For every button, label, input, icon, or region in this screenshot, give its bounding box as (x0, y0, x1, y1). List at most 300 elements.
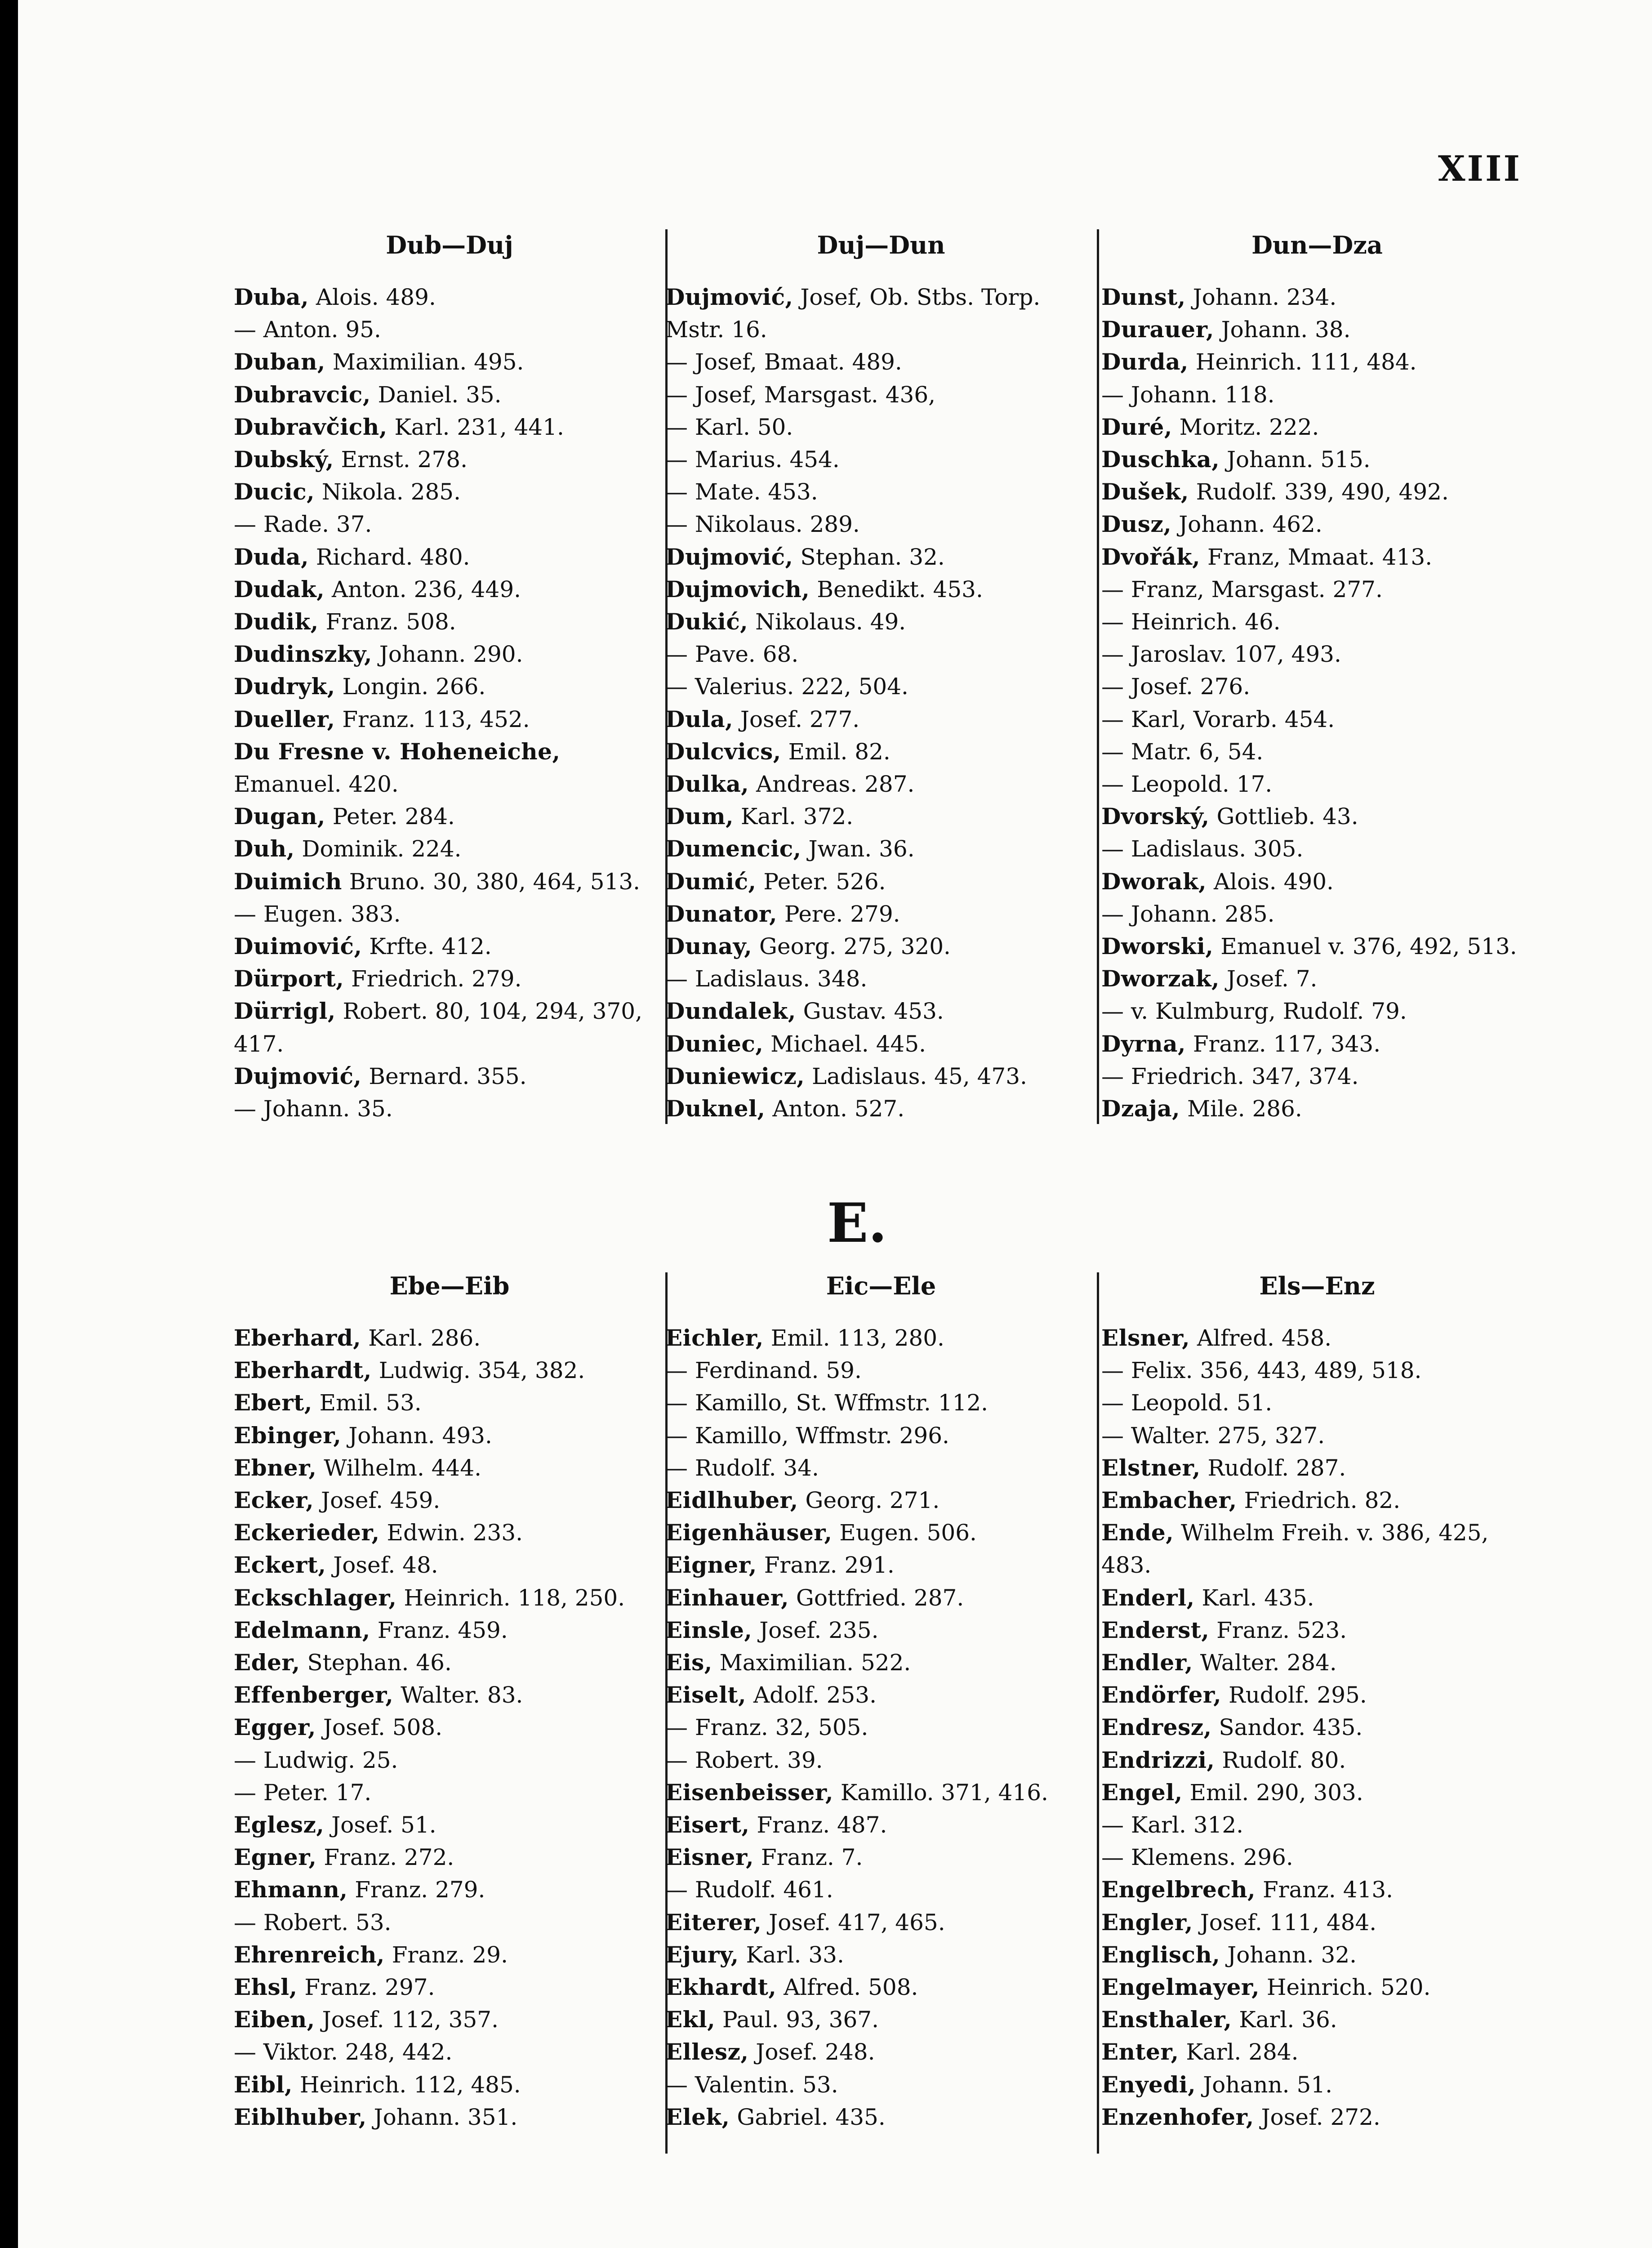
entry-surname: Dumencic, (665, 835, 802, 862)
entry-details: Jwan. 36. (801, 836, 915, 862)
entry-details: Karl. 435. (1194, 1584, 1314, 1611)
index-entry (1101, 768, 1533, 800)
column-divider (1097, 1272, 1099, 2154)
entry-surname: Eichler, (665, 1325, 764, 1351)
entry-surname: Ellesz, (665, 2038, 749, 2065)
section-letter: E. (827, 1191, 887, 1255)
entry-details: Krfte. 412. (362, 933, 492, 960)
entry-details: Franz. 272. (316, 1844, 454, 1871)
index-entry (234, 995, 665, 1060)
entry-details: Dominik. 224. (294, 836, 462, 862)
entry-surname: Ende, (1101, 1519, 1174, 1546)
index-entry (234, 1971, 665, 2003)
index-entry (665, 411, 1097, 443)
entry-details: — Marius. 454. (665, 446, 840, 473)
entry-surname: Dulka, (665, 771, 749, 798)
entry-surname: Englisch, (1101, 1941, 1220, 1968)
index-entry (665, 1549, 1097, 1581)
entry-surname: Engelbrech, (1101, 1876, 1256, 1903)
index-entry (665, 1841, 1097, 1873)
index-entry (234, 476, 665, 508)
entry-details: — Valerius. 222, 504. (665, 674, 908, 700)
index-entry (665, 1776, 1097, 1809)
entry-details: Karl. 286. (361, 1325, 481, 1351)
entry-details: Sandor. 435. (1211, 1714, 1363, 1741)
index-entry (234, 313, 665, 346)
entry-details: Alfred. 458. (1190, 1325, 1332, 1351)
entry-details: Franz. 523. (1209, 1617, 1347, 1643)
index-entry (665, 670, 1097, 703)
entry-details: Rudolf. 295. (1221, 1682, 1367, 1708)
index-entry (665, 1711, 1097, 1744)
entry-details: Ernst. 278. (334, 446, 468, 473)
index-entry (234, 1549, 665, 1581)
index-entry (234, 2036, 665, 2068)
index-entry (665, 1484, 1097, 1517)
index-entry (1101, 1711, 1533, 1744)
entry-list (234, 1322, 665, 2133)
entry-details: Edwin. 233. (379, 1520, 523, 1546)
entry-details: — Josef. 276. (1101, 674, 1251, 700)
index-entry (1101, 281, 1533, 313)
entry-details: — Johann. 35. (234, 1096, 393, 1122)
entry-surname: Edelmann, (234, 1616, 370, 1643)
entry-surname: Dudinszky, (234, 641, 372, 668)
entry-surname: Eiblhuber, (234, 2103, 367, 2130)
index-entry (1101, 800, 1533, 833)
index-entry (234, 1517, 665, 1549)
entry-surname: Duba, (234, 284, 309, 310)
entry-surname: Engelmayer, (1101, 1974, 1260, 2001)
index-entry (234, 930, 665, 963)
index-entry (1101, 1679, 1533, 1711)
entry-surname: Ebner, (234, 1454, 317, 1481)
entry-details: Karl. 231, 441. (387, 414, 564, 440)
column-heading: Eic—Ele (826, 1271, 936, 1300)
entry-details: Franz. 117, 343. (1185, 1030, 1381, 1057)
entry-details: — Friedrich. 347, 374. (1101, 1063, 1359, 1089)
entry-list (665, 1322, 1097, 2133)
index-entry (1101, 443, 1533, 476)
entry-surname: Eiselt, (665, 1682, 747, 1708)
entry-surname: Ekhardt, (665, 1974, 777, 2001)
entry-details: — Viktor. 248, 442. (234, 2039, 453, 2065)
index-entry (234, 1060, 665, 1093)
entry-details: — Franz. 32, 505. (665, 1714, 868, 1741)
entry-details: — Robert. 53. (234, 1909, 392, 1936)
entry-surname: Endler, (1101, 1649, 1193, 1676)
index-entry (1101, 930, 1533, 963)
entry-details: — Kamillo, St. Wffmstr. 112. (665, 1390, 989, 1416)
entry-surname: Duda, (234, 543, 309, 570)
entry-details: Josef, Ob. Stbs. Torp. Mstr. 16. (665, 284, 1041, 343)
entry-surname: Eisert, (665, 1811, 750, 1838)
index-entry (1101, 736, 1533, 768)
entry-details: Alfred. 508. (776, 1974, 918, 2001)
entry-details: Emil. 113, 280. (763, 1325, 944, 1351)
entry-surname: Dzaja, (1101, 1095, 1180, 1122)
index-entry (665, 963, 1097, 995)
index-entry (234, 1484, 665, 1517)
index-entry (1101, 1646, 1533, 1679)
entry-details: Johann. 51. (1196, 2071, 1332, 2098)
index-entry (1101, 1906, 1533, 1939)
entry-details: Richard. 480. (308, 544, 470, 570)
index-entry (1101, 1322, 1533, 1354)
entry-surname: Einsle, (665, 1616, 753, 1643)
entry-surname: Ebert, (234, 1389, 312, 1416)
entry-details: Franz. 291. (757, 1552, 895, 1579)
entry-details: Alois. 490. (1207, 868, 1334, 895)
index-entry (234, 638, 665, 670)
index-entry (665, 379, 1097, 411)
entry-details: Johann. 32. (1220, 1941, 1357, 1968)
index-entry (234, 898, 665, 930)
entry-surname: Eigner, (665, 1552, 757, 1579)
entry-surname: Enderst, (1101, 1616, 1210, 1643)
index-entry (665, 1517, 1097, 1549)
entry-details: Josef. 277. (733, 706, 860, 732)
entry-details: Emil. 290, 303. (1182, 1779, 1363, 1806)
entry-surname: Dubravcic, (234, 381, 371, 408)
index-entry (234, 1582, 665, 1614)
entry-details: Josef. 235. (752, 1617, 879, 1643)
entry-details: Benedikt. 453. (810, 576, 983, 602)
column-heading: Dub—Duj (386, 231, 513, 259)
entry-details: — Matr. 6, 54. (1101, 738, 1264, 765)
entry-surname: Egner, (234, 1844, 317, 1871)
entry-surname: Dumić, (665, 868, 757, 895)
index-entry (665, 1322, 1097, 1354)
entry-details: — Nikolaus. 289. (665, 511, 860, 538)
entry-surname: Duh, (234, 835, 295, 862)
entry-surname: Dubský, (234, 446, 334, 473)
index-entry (665, 930, 1097, 963)
index-entry (1101, 963, 1533, 995)
entry-surname: Endrizzi, (1101, 1746, 1215, 1773)
entry-details: Eugen. 506. (832, 1520, 977, 1546)
entry-surname: Dujmović, (234, 1062, 362, 1089)
entry-details: Paul. 93, 367. (715, 2007, 879, 2033)
entry-details: — Heinrich. 46. (1101, 609, 1281, 635)
index-entry (1101, 833, 1533, 865)
entry-surname: Dworak, (1101, 868, 1207, 895)
entry-details: Longin. 266. (335, 674, 486, 700)
entry-surname: Dunator, (665, 900, 778, 927)
entry-details: Karl. 36. (1232, 2007, 1337, 2033)
entry-surname: Elsner, (1101, 1325, 1190, 1351)
index-entry (234, 865, 665, 898)
index-entry (665, 606, 1097, 638)
index-entry (665, 898, 1097, 930)
index-entry (234, 1873, 665, 1906)
entry-surname: Duré, (1101, 413, 1172, 440)
entry-surname: Eis, (665, 1649, 712, 1676)
index-entry (1101, 573, 1533, 606)
entry-details: Gabriel. 435. (730, 2104, 886, 2130)
index-entry (234, 800, 665, 833)
entry-details: — Karl. 312. (1101, 1812, 1244, 1838)
index-entry (1101, 1809, 1533, 1841)
index-entry (234, 1614, 665, 1646)
index-entry (1101, 1939, 1533, 1971)
entry-surname: Enderl, (1101, 1584, 1195, 1611)
entry-surname: Dubravčich, (234, 413, 387, 440)
index-entry (234, 2069, 665, 2101)
entry-surname: Endresz, (1101, 1714, 1212, 1741)
entry-details: Michael. 445. (763, 1030, 926, 1057)
entry-surname: Dürport, (234, 965, 344, 992)
entry-surname: Dusz, (1101, 511, 1172, 538)
column-heading: Duj—Dun (817, 231, 945, 259)
column-ebe-eib (234, 1268, 665, 2133)
entry-details: Franz. 413. (1256, 1877, 1394, 1903)
entry-details: Wilhelm. 444. (316, 1454, 482, 1481)
entry-surname: Dworzak, (1101, 965, 1220, 992)
index-entry (1101, 508, 1533, 540)
index-entry (234, 606, 665, 638)
index-entry (1101, 1354, 1533, 1387)
entry-details: Moritz. 222. (1172, 414, 1319, 440)
entry-details: Emil. 82. (781, 738, 891, 765)
entry-surname: Dujmovich, (665, 575, 810, 602)
index-entry (665, 1939, 1097, 1971)
entry-details: Emil. 53. (312, 1390, 422, 1416)
entry-details: Pere. 279. (777, 901, 900, 927)
entry-details: Franz. 487. (749, 1812, 887, 1838)
entry-surname: Eglesz, (234, 1811, 325, 1838)
column-dun-dza (1101, 227, 1533, 1125)
entry-details: Rudolf. 80. (1215, 1747, 1346, 1773)
entry-details: — Walter. 275, 327. (1101, 1422, 1325, 1449)
index-entry (234, 1646, 665, 1679)
entry-details: Ladislaus. 45, 473. (805, 1063, 1027, 1089)
entry-details: Robert. 80, 104, 294, 370, 417. (234, 998, 642, 1057)
entry-details: Gottfried. 287. (788, 1584, 964, 1611)
entry-surname: Dudik, (234, 608, 319, 635)
index-entry (1101, 2036, 1533, 2068)
entry-details: Franz. 279. (347, 1877, 485, 1903)
index-entry (665, 476, 1097, 508)
index-entry (234, 573, 665, 606)
index-entry (234, 2101, 665, 2133)
index-entry (665, 1906, 1097, 1939)
entry-details: — Karl. 50. (665, 414, 793, 440)
entry-surname: Duimich (234, 868, 342, 895)
entry-surname: Duknel, (665, 1095, 766, 1122)
index-entry (234, 703, 665, 736)
column-heading: Ebe—Eib (389, 1271, 510, 1300)
entry-surname: Eidlhuber, (665, 1487, 798, 1514)
index-entry (1101, 2003, 1533, 2036)
index-entry (1101, 313, 1533, 346)
entry-details: Kamillo. 371, 416. (833, 1779, 1048, 1806)
index-entry (1101, 865, 1533, 898)
entry-details: — Rudolf. 461. (665, 1877, 833, 1903)
entry-details: Johann. 234. (1185, 284, 1337, 310)
entry-surname: Dundalek, (665, 998, 796, 1025)
entry-surname: Eckerieder, (234, 1519, 380, 1546)
entry-details: Franz. 7. (754, 1844, 863, 1871)
entry-details: — Felix. 356, 443, 489, 518. (1101, 1357, 1422, 1384)
entry-surname: Eckschlager, (234, 1584, 397, 1611)
entry-details: Maximilian. 522. (712, 1650, 911, 1676)
index-entry (234, 379, 665, 411)
index-entry (665, 1060, 1097, 1093)
index-entry (665, 1093, 1097, 1125)
entry-details: Franz. 113, 452. (335, 706, 530, 732)
index-entry (665, 508, 1097, 540)
entry-surname: Dudryk, (234, 673, 335, 700)
index-entry (1101, 1582, 1533, 1614)
column-divider (1097, 229, 1099, 1124)
entry-surname: Ehrenreich, (234, 1941, 385, 1968)
entry-surname: Engel, (1101, 1779, 1183, 1806)
entry-details: — Rade. 37. (234, 511, 372, 538)
entry-surname: Dvořák, (1101, 543, 1201, 570)
index-entry (1101, 411, 1533, 443)
entry-details: — Robert. 39. (665, 1747, 823, 1773)
entry-surname: Egger, (234, 1714, 316, 1741)
entry-details: Gustav. 453. (796, 998, 944, 1025)
index-entry (1101, 1484, 1533, 1517)
index-entry (234, 541, 665, 573)
index-entry (665, 1387, 1097, 1419)
entry-details: Josef. 248. (748, 2039, 875, 2065)
index-entry (1101, 1060, 1533, 1093)
entry-details: Josef. 417, 465. (761, 1909, 945, 1936)
index-entry (234, 833, 665, 865)
entry-details: Adolf. 253. (746, 1682, 877, 1708)
page (18, 0, 1652, 2248)
entry-details: Franz. 297. (297, 1974, 435, 2001)
entry-surname: Dudak, (234, 575, 325, 602)
index-entry (1101, 346, 1533, 378)
index-entry (234, 1354, 665, 1387)
entry-details: Rudolf. 339, 490, 492. (1189, 479, 1449, 505)
entry-details: Johann. 462. (1171, 511, 1322, 538)
entry-surname: Eigenhäuser, (665, 1519, 833, 1546)
entry-details: — Ladislaus. 348. (665, 966, 868, 992)
entry-surname: Elek, (665, 2103, 730, 2130)
entry-details: Emanuel. 420. (234, 771, 399, 798)
entry-details: Franz, Mmaat. 413. (1200, 544, 1433, 570)
entry-details: Georg. 275, 320. (752, 933, 951, 960)
entry-surname: Dulcvics, (665, 738, 781, 765)
entry-surname: Durda, (1101, 348, 1189, 375)
column-eic-ele (665, 1268, 1097, 2133)
entry-details: — Rudolf. 34. (665, 1454, 819, 1481)
column-els-enz (1101, 1268, 1533, 2133)
index-entry (1101, 1873, 1533, 1906)
index-entry (1101, 476, 1533, 508)
index-entry (234, 1419, 665, 1452)
entry-details: — Pave. 68. (665, 641, 799, 668)
entry-details: Josef. 508. (316, 1714, 443, 1741)
index-entry (665, 2101, 1097, 2133)
entry-surname: Dürrigl, (234, 998, 336, 1025)
entry-surname: Duniec, (665, 1030, 764, 1057)
entry-surname: Eisenbeisser, (665, 1779, 833, 1806)
entry-details: — Ladislaus. 305. (1101, 836, 1304, 862)
entry-surname: Dušek, (1101, 478, 1189, 505)
entry-details: Peter. 526. (756, 868, 886, 895)
index-entry (1101, 1971, 1533, 2003)
entry-details: Stephan. 46. (300, 1650, 452, 1676)
index-entry (665, 1419, 1097, 1452)
index-entry (234, 346, 665, 378)
entry-details: Friedrich. 279. (344, 966, 522, 992)
index-entry (665, 1646, 1097, 1679)
entry-surname: Engler, (1101, 1909, 1193, 1936)
index-entry (1101, 1744, 1533, 1776)
index-entry (665, 281, 1097, 346)
entry-details: — Johann. 285. (1101, 901, 1275, 927)
entry-details: Johann. 351. (366, 2104, 518, 2130)
entry-surname: Eberhard, (234, 1325, 361, 1351)
index-entry (234, 1322, 665, 1354)
entry-surname: Dyrna, (1101, 1030, 1186, 1057)
index-entry (665, 638, 1097, 670)
entry-details: — Franz, Marsgast. 277. (1101, 576, 1383, 602)
index-entry (234, 1387, 665, 1419)
entry-details: Andreas. 287. (749, 771, 915, 798)
index-entry (665, 736, 1097, 768)
entry-details: Johann. 515. (1220, 446, 1371, 473)
index-entry (665, 541, 1097, 573)
entry-details: Heinrich. 520. (1260, 1974, 1431, 2001)
index-entry (234, 1939, 665, 1971)
entry-surname: Endörfer, (1101, 1682, 1222, 1708)
entry-details: Josef. 459. (314, 1487, 441, 1514)
index-entry (665, 1971, 1097, 2003)
index-entry (234, 670, 665, 703)
index-entry (234, 1711, 665, 1744)
entry-surname: Eberhardt, (234, 1357, 372, 1384)
entry-surname: Ehsl, (234, 1974, 298, 2001)
index-entry (665, 346, 1097, 378)
index-entry (1101, 2101, 1533, 2133)
index-entry (1101, 379, 1533, 411)
entry-surname: Einhauer, (665, 1584, 789, 1611)
entry-list (665, 281, 1097, 1125)
entry-details: Emanuel v. 376, 492, 513. (1213, 933, 1517, 960)
entry-surname: Ensthaler, (1101, 2006, 1232, 2033)
index-entry (1101, 606, 1533, 638)
index-entry (234, 963, 665, 995)
entry-details: Peter. 284. (325, 803, 455, 830)
index-entry (665, 833, 1097, 865)
entry-surname: Durauer, (1101, 316, 1214, 343)
entry-details: Josef. 112, 357. (315, 2007, 499, 2033)
entry-details: — Karl, Vorarb. 454. (1101, 706, 1335, 732)
index-entry (665, 1744, 1097, 1776)
entry-surname: Duimović, (234, 933, 362, 960)
entry-details: Walter. 284. (1193, 1650, 1337, 1676)
entry-surname: Duban, (234, 348, 325, 375)
index-entry (234, 411, 665, 443)
entry-surname: Eder, (234, 1649, 300, 1676)
entry-surname: Dworski, (1101, 933, 1214, 960)
entry-list (1101, 1322, 1533, 2133)
entry-details: Franz. 29. (384, 1941, 508, 1968)
entry-details: Friedrich. 82. (1237, 1487, 1401, 1514)
index-entry (234, 2003, 665, 2036)
entry-details: Wilhelm Freih. v. 386, 425, 483. (1101, 1520, 1489, 1579)
entry-details: — Peter. 17. (234, 1779, 372, 1806)
index-entry (1101, 1517, 1533, 1581)
entry-surname: Dugan, (234, 803, 325, 830)
